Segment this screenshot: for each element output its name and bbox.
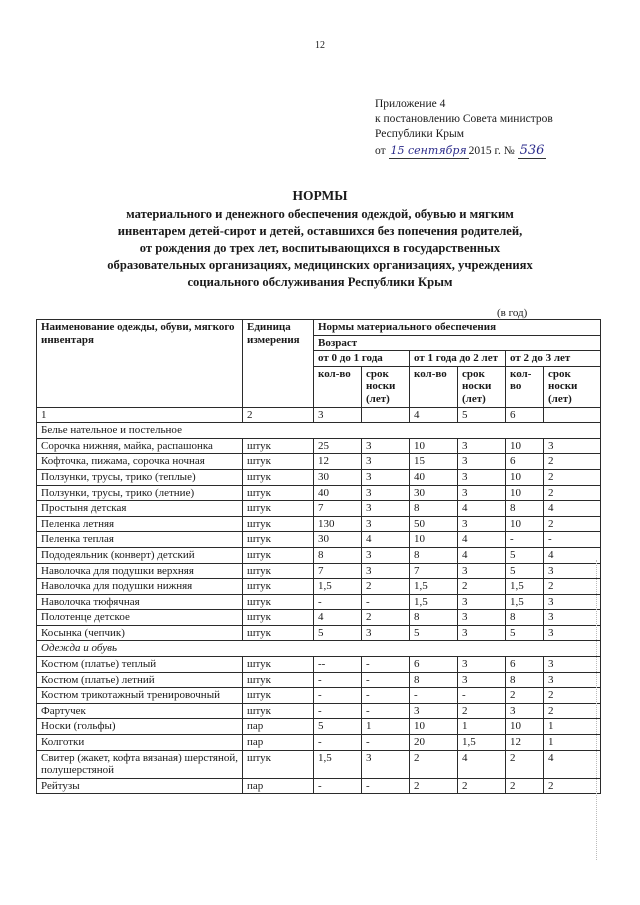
- term-0-1: 3: [362, 501, 410, 517]
- term-0-1: 4: [362, 532, 410, 548]
- item-name: Наволочка для подушки верхняя: [37, 563, 243, 579]
- table-row: [37, 579, 601, 595]
- qty-1-2: 6: [410, 657, 458, 673]
- qty-1-2: 1,5: [410, 579, 458, 595]
- qty-1-2: 7: [410, 563, 458, 579]
- term-1-2: 3: [458, 563, 506, 579]
- term-0-1: 2: [362, 610, 410, 626]
- qty-0-1: -: [314, 735, 362, 751]
- term-1-2: 4: [458, 750, 506, 778]
- term-2-3: 2: [544, 579, 601, 595]
- qty-2-3: 12: [506, 735, 544, 751]
- qty-2-3: 10: [506, 469, 544, 485]
- term-0-1: -: [362, 657, 410, 673]
- term-2-3: -: [544, 532, 601, 548]
- item-name: Фартучек: [37, 703, 243, 719]
- term-1-2: -: [458, 688, 506, 704]
- table-row: [37, 438, 601, 454]
- qty-2-3: 10: [506, 485, 544, 501]
- item-name: Сорочка нижняя, майка, распашонка: [37, 438, 243, 454]
- date-prefix: от: [375, 144, 386, 157]
- qty-2-3: 2: [506, 750, 544, 778]
- term-2-3: 3: [544, 672, 601, 688]
- item-name: Пеленка летняя: [37, 516, 243, 532]
- qty-1-2: 40: [410, 469, 458, 485]
- item-unit: штук: [243, 750, 314, 778]
- term-0-1: 3: [362, 438, 410, 454]
- item-unit: штук: [243, 594, 314, 610]
- term-1-2: 4: [458, 532, 506, 548]
- term-0-1: -: [362, 672, 410, 688]
- term-0-1: 3: [362, 516, 410, 532]
- term-1-2: 3: [458, 438, 506, 454]
- term-2-3: 4: [544, 750, 601, 778]
- qty-1-2: 10: [410, 719, 458, 735]
- qty-2-3: 8: [506, 610, 544, 626]
- qty-0-1: 25: [314, 438, 362, 454]
- qty-1-2: 10: [410, 438, 458, 454]
- qty-2-3: 6: [506, 657, 544, 673]
- item-name: Наволочка тюфячная: [37, 594, 243, 610]
- item-unit: штук: [243, 703, 314, 719]
- qty-0-1: 5: [314, 625, 362, 641]
- term-1-2: 3: [458, 454, 506, 470]
- qty-0-1: 30: [314, 469, 362, 485]
- table-row: [37, 657, 601, 673]
- table-row: [37, 454, 601, 470]
- qty-0-1: 7: [314, 501, 362, 517]
- qty-0-1: 4: [314, 610, 362, 626]
- item-name: Костюм (платье) теплый: [37, 657, 243, 673]
- header-qty: кол-во: [314, 366, 362, 407]
- column-number: 1: [37, 407, 243, 423]
- qty-1-2: 5: [410, 625, 458, 641]
- term-2-3: 3: [544, 610, 601, 626]
- item-unit: штук: [243, 547, 314, 563]
- document-title: НОРМЫ: [292, 188, 348, 203]
- header-row-1: [37, 320, 601, 336]
- item-unit: пар: [243, 719, 314, 735]
- term-1-2: 2: [458, 579, 506, 595]
- page-number: 12: [315, 40, 325, 51]
- term-2-3: 3: [544, 657, 601, 673]
- item-name: Пеленка теплая: [37, 532, 243, 548]
- section-row: [37, 641, 601, 657]
- item-name: Костюм трикотажный тренировочный: [37, 688, 243, 704]
- term-0-1: 3: [362, 469, 410, 485]
- term-1-2: 3: [458, 657, 506, 673]
- term-1-2: 3: [458, 516, 506, 532]
- term-1-2: 3: [458, 610, 506, 626]
- item-name: Кофточка, пижама, сорочка ночная: [37, 454, 243, 470]
- table-row: [37, 778, 601, 794]
- header-name: Наименование одежды, обуви, мягкого инвентаря: [37, 320, 243, 408]
- term-2-3: 1: [544, 719, 601, 735]
- term-1-2: 3: [458, 469, 506, 485]
- item-unit: штук: [243, 688, 314, 704]
- qty-1-2: -: [410, 688, 458, 704]
- item-name: Ползунки, трусы, трико (теплые): [37, 469, 243, 485]
- norms-table: [36, 319, 601, 794]
- qty-2-3: 8: [506, 672, 544, 688]
- column-number: [362, 407, 410, 423]
- qty-0-1: -: [314, 703, 362, 719]
- term-2-3: 2: [544, 454, 601, 470]
- term-0-1: 3: [362, 454, 410, 470]
- table-row: [37, 563, 601, 579]
- qty-2-3: 10: [506, 438, 544, 454]
- term-2-3: 3: [544, 625, 601, 641]
- appendix-line-3: Республики Крым: [375, 128, 464, 141]
- item-unit: штук: [243, 501, 314, 517]
- header-term: срок носки (лет): [362, 366, 410, 407]
- handwritten-number: 536: [519, 142, 545, 158]
- header-term: срок носки (лет): [458, 366, 506, 407]
- subtitle-line: материального и денежного обеспечения одеждой, обувью и мягким: [126, 207, 514, 221]
- column-number: 6: [506, 407, 544, 423]
- table-row: [37, 625, 601, 641]
- column-number: 4: [410, 407, 458, 423]
- item-name: Наволочка для подушки нижняя: [37, 579, 243, 595]
- term-2-3: 2: [544, 703, 601, 719]
- header-unit: Единица измерения: [243, 320, 314, 408]
- qty-2-3: 5: [506, 563, 544, 579]
- qty-0-1: 1,5: [314, 579, 362, 595]
- column-number: 2: [243, 407, 314, 423]
- unit-note: (в год): [497, 307, 528, 319]
- subtitle-line: от рождения до трех лет, воспитывающихся в государственных: [139, 241, 501, 255]
- qty-0-1: 30: [314, 532, 362, 548]
- table-row: [37, 750, 601, 778]
- qty-0-1: -: [314, 594, 362, 610]
- qty-0-1: 130: [314, 516, 362, 532]
- term-2-3: 2: [544, 516, 601, 532]
- term-0-1: 3: [362, 750, 410, 778]
- term-0-1: 1: [362, 719, 410, 735]
- table-row: [37, 703, 601, 719]
- term-1-2: 1: [458, 719, 506, 735]
- term-0-1: 3: [362, 485, 410, 501]
- date-year: 2015 г. №: [468, 144, 515, 157]
- term-1-2: 3: [458, 672, 506, 688]
- item-unit: штук: [243, 563, 314, 579]
- item-name: Носки (гольфы): [37, 719, 243, 735]
- qty-0-1: 40: [314, 485, 362, 501]
- qty-2-3: 2: [506, 778, 544, 794]
- table-row: [37, 485, 601, 501]
- term-0-1: -: [362, 688, 410, 704]
- qty-0-1: 12: [314, 454, 362, 470]
- term-2-3: 2: [544, 485, 601, 501]
- term-2-3: 3: [544, 438, 601, 454]
- qty-0-1: 7: [314, 563, 362, 579]
- header-norms: Нормы материального обеспечения: [314, 320, 601, 336]
- term-0-1: 3: [362, 625, 410, 641]
- term-2-3: 1: [544, 735, 601, 751]
- item-name: Костюм (платье) летний: [37, 672, 243, 688]
- item-name: Свитер (жакет, кофта вязаная) шерстяной, полушерстяной: [37, 750, 243, 778]
- item-unit: штук: [243, 672, 314, 688]
- table-row: [37, 688, 601, 704]
- qty-1-2: 8: [410, 610, 458, 626]
- subtitle-line: инвентарем детей-сирот и детей, оставшихся без попечения родителей,: [117, 224, 523, 238]
- qty-1-2: 8: [410, 547, 458, 563]
- table-row: [37, 469, 601, 485]
- term-1-2: 4: [458, 547, 506, 563]
- section-title: Одежда и обувь: [37, 641, 601, 657]
- qty-1-2: 30: [410, 485, 458, 501]
- qty-0-1: -: [314, 688, 362, 704]
- column-number: [544, 407, 601, 423]
- qty-1-2: 20: [410, 735, 458, 751]
- qty-2-3: -: [506, 532, 544, 548]
- item-unit: штук: [243, 532, 314, 548]
- appendix-header: [375, 97, 553, 159]
- item-unit: пар: [243, 735, 314, 751]
- qty-2-3: 10: [506, 516, 544, 532]
- qty-1-2: 1,5: [410, 594, 458, 610]
- table-row: [37, 501, 601, 517]
- column-number: 5: [458, 407, 506, 423]
- qty-1-2: 15: [410, 454, 458, 470]
- item-name: Ползунки, трусы, трико (летние): [37, 485, 243, 501]
- term-1-2: 3: [458, 625, 506, 641]
- qty-2-3: 5: [506, 547, 544, 563]
- term-2-3: 4: [544, 547, 601, 563]
- item-name: Простыня детская: [37, 501, 243, 517]
- item-name: Косынка (чепчик): [37, 625, 243, 641]
- table-row: [37, 719, 601, 735]
- item-unit: пар: [243, 778, 314, 794]
- header-qty: кол-во: [410, 366, 458, 407]
- item-unit: штук: [243, 516, 314, 532]
- qty-0-1: --: [314, 657, 362, 673]
- item-unit: штук: [243, 657, 314, 673]
- term-0-1: 3: [362, 547, 410, 563]
- table-row: [37, 610, 601, 626]
- qty-1-2: 8: [410, 501, 458, 517]
- subtitle-line: образовательных организациях, медицинских организациях, учреждениях: [107, 258, 533, 272]
- term-1-2: 1,5: [458, 735, 506, 751]
- qty-0-1: 5: [314, 719, 362, 735]
- qty-1-2: 2: [410, 778, 458, 794]
- qty-0-1: 8: [314, 547, 362, 563]
- item-name: Пододеяльник (конверт) детский: [37, 547, 243, 563]
- table-row: [37, 735, 601, 751]
- appendix-line-2: к постановлению Совета министров: [375, 113, 553, 126]
- qty-1-2: 3: [410, 703, 458, 719]
- item-name: Полотенце детское: [37, 610, 243, 626]
- term-0-1: -: [362, 703, 410, 719]
- margin-dotted-line: [596, 560, 597, 860]
- qty-1-2: 2: [410, 750, 458, 778]
- qty-2-3: 2: [506, 688, 544, 704]
- term-1-2: 3: [458, 485, 506, 501]
- item-unit: штук: [243, 438, 314, 454]
- term-1-2: 2: [458, 778, 506, 794]
- term-2-3: 2: [544, 778, 601, 794]
- qty-0-1: -: [314, 672, 362, 688]
- item-unit: штук: [243, 625, 314, 641]
- item-name: Рейтузы: [37, 778, 243, 794]
- document-subtitle: [40, 206, 600, 291]
- handwritten-date: 15 сентября: [389, 143, 469, 159]
- term-2-3: 3: [544, 594, 601, 610]
- term-2-3: 4: [544, 501, 601, 517]
- appendix-line-1: Приложение 4: [375, 98, 446, 110]
- qty-2-3: 5: [506, 625, 544, 641]
- term-1-2: 4: [458, 501, 506, 517]
- header-age: Возраст: [314, 335, 601, 351]
- term-2-3: 2: [544, 688, 601, 704]
- item-unit: штук: [243, 579, 314, 595]
- subtitle-line: социального обслуживания Республики Крым: [187, 275, 453, 289]
- term-0-1: -: [362, 735, 410, 751]
- section-row: [37, 423, 601, 439]
- qty-2-3: 1,5: [506, 594, 544, 610]
- qty-0-1: 1,5: [314, 750, 362, 778]
- header-age-group: от 2 до 3 лет: [506, 351, 601, 367]
- item-name: Колготки: [37, 735, 243, 751]
- qty-2-3: 1,5: [506, 579, 544, 595]
- qty-1-2: 8: [410, 672, 458, 688]
- term-0-1: 2: [362, 579, 410, 595]
- header-age-group: от 0 до 1 года: [314, 351, 410, 367]
- term-2-3: 2: [544, 469, 601, 485]
- item-unit: штук: [243, 485, 314, 501]
- qty-2-3: 10: [506, 719, 544, 735]
- table-row: [37, 594, 601, 610]
- term-1-2: 3: [458, 594, 506, 610]
- table-row: [37, 532, 601, 548]
- appendix-date-line: [375, 143, 553, 159]
- qty-2-3: 8: [506, 501, 544, 517]
- qty-0-1: -: [314, 778, 362, 794]
- term-0-1: -: [362, 594, 410, 610]
- column-number: 3: [314, 407, 362, 423]
- header-term: срок носки (лет): [544, 366, 601, 407]
- header-qty: кол-во: [506, 366, 544, 407]
- table-row: [37, 547, 601, 563]
- table-row: [37, 516, 601, 532]
- qty-2-3: 6: [506, 454, 544, 470]
- qty-1-2: 50: [410, 516, 458, 532]
- term-0-1: 3: [362, 563, 410, 579]
- header-age-group: от 1 года до 2 лет: [410, 351, 506, 367]
- term-2-3: 3: [544, 563, 601, 579]
- table-row: [37, 672, 601, 688]
- qty-2-3: 3: [506, 703, 544, 719]
- qty-1-2: 10: [410, 532, 458, 548]
- item-unit: штук: [243, 610, 314, 626]
- term-0-1: -: [362, 778, 410, 794]
- item-unit: штук: [243, 469, 314, 485]
- item-unit: штук: [243, 454, 314, 470]
- term-1-2: 2: [458, 703, 506, 719]
- section-title: Белье нательное и постельное: [37, 423, 601, 439]
- column-number-row: [37, 407, 601, 423]
